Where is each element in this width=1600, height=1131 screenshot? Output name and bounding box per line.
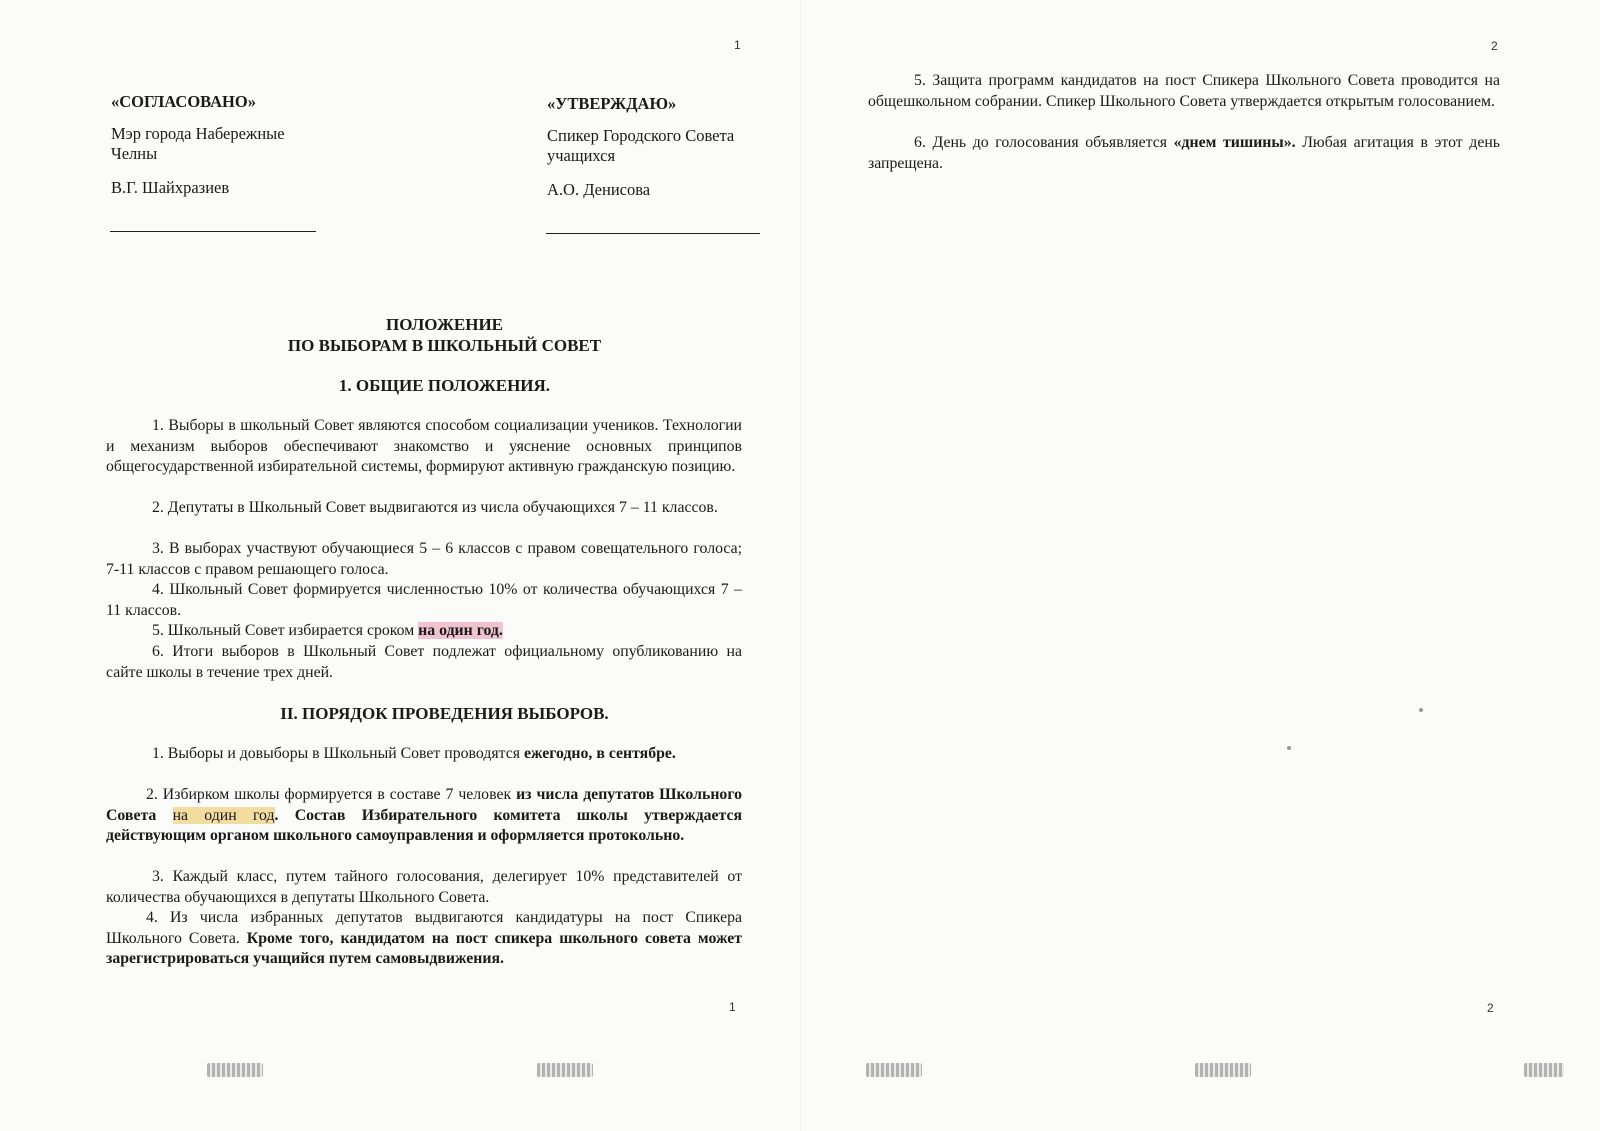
approved-title: «СОГЛАСОВАНО» [111,92,256,111]
doc-title [103,314,786,356]
s1-p5-highlight: на один год. [418,622,503,639]
scan-artifact [207,1063,263,1077]
scan-artifact [866,1063,922,1077]
approved-name: В.Г. Шайхразиев [111,178,230,197]
scan-artifact [537,1063,593,1077]
s1-p2-text: 2. Депутаты в Школьный Совет выдвигаются из числа обучающихся 7 – 11 классов. [152,499,718,516]
s1-p5-text: 5. Школьный Совет избирается сроком [152,622,419,639]
s2-paragraph-1 [106,744,742,765]
section1-title: 1. ОБЩИЕ ПОЛОЖЕНИЯ. [338,376,551,395]
s2-p4-text: 4. Из числа избранных депутатов выдвигаются кандидатуры на пост Спикера Школьного Совета. [106,909,742,947]
s2-p2-text: 2. Избирком школы формируется в составе 7 человек [146,786,517,803]
p2-p6-tail: Любая агитация в этот день запрещена. [868,134,1501,172]
confirm-block [547,94,787,200]
s2-p4-bold: Кроме того, кандидатом на пост спикера школьного совета может зарегистрироваться учащийся путем самовыдвижения. [106,929,742,967]
p2-p6-text: 6. День до голосования объявляется [914,134,1174,151]
s2-p2-bold2: . Состав Избирательного комитета школы утверждается действующим органом школьного самоуправления и оформляется протокольно. [106,806,742,844]
approved-signature-line [110,231,316,232]
s1-paragraph-4 [106,580,742,621]
s1-paragraph-2 [106,498,742,519]
s1-paragraph-1 [106,416,742,478]
section2-title: II. ПОРЯДОК ПРОВЕДЕНИЯ ВЫБОРОВ. [280,704,609,723]
approved-org-line2: Челны [111,144,158,163]
confirm-name: А.О. Денисова [547,180,651,199]
s2-p2-highlight: на один год [172,806,275,824]
p2-paragraph-5 [868,71,1500,112]
s1-paragraph-6 [106,642,742,683]
confirm-signature-line [546,233,760,234]
s2-paragraph-2 [106,785,742,847]
p2-p6-bold: «днем тишины». [1173,134,1296,151]
s1-paragraph-3 [106,539,742,580]
p2-p5-text: 5. Защита программ кандидатов на пост Спикера Школьного Совета проводится на общешкольном собрании. Спикер Школьного Совета утверждается открытым голосованием. [868,72,1500,110]
s1-p6-text: 6. Итоги выборов в Школьный Совет подлежат официальному опубликованию на сайте школы в течение трех дней. [106,643,742,681]
scan-artifact [1524,1063,1564,1077]
page-number-bottom: 1 [729,1000,736,1014]
s2-p2-bold1: из числа депутатов Школьного Совета [106,786,742,824]
page2-number-top: 2 [1491,39,1498,53]
s1-p1-text: 1. Выборы в школьный Совет являются способом социализации учеников. Технологии и механизм выборов обеспечивают знакомство и уяснение основных принципов общегосударственной избирательной системы, формируют активную гражданскую позицию. [106,417,742,475]
confirm-org-line2: учащихся [547,146,616,165]
approved-block [111,92,371,198]
confirm-title: «УТВЕРЖДАЮ» [547,94,677,113]
s1-paragraph-5 [106,621,742,642]
p2-paragraph-6 [868,133,1500,174]
s1-p3-text: 3. В выборах участвуют обучающиеся 5 – 6 классов с правом совещательного голоса; 7-11 классов с правом решающего голоса. [106,540,742,578]
scan-dot [1419,708,1423,712]
s2-p1-bold: ежегодно, в сентябре. [523,745,676,762]
s2-p3-text: 3. Каждый класс, путем тайного голосования, делегирует 10% представителей от количества обучающихся в депутаты Школьного Совета. [106,868,742,906]
page2-number-bottom: 2 [1487,1001,1494,1015]
scan-artifact [1195,1063,1251,1077]
page-number-top: 1 [734,38,741,52]
approved-org-line1: Мэр города Набережные [111,124,285,143]
doc-title-line1: ПОЛОЖЕНИЕ [386,315,503,334]
s2-paragraph-4 [106,908,742,970]
confirm-org-line1: Спикер Городского Совета [547,126,735,145]
doc-title-line2: ПО ВЫБОРАМ В ШКОЛЬНЫЙ СОВЕТ [287,336,602,355]
s2-p1-text: 1. Выборы и довыборы в Школьный Совет проводятся [152,745,524,762]
s2-paragraph-3 [106,867,742,908]
scan-dot [1287,746,1291,750]
s1-p4-text: 4. Школьный Совет формируется численностью 10% от количества обучающихся 7 – 11 классов. [106,581,742,619]
